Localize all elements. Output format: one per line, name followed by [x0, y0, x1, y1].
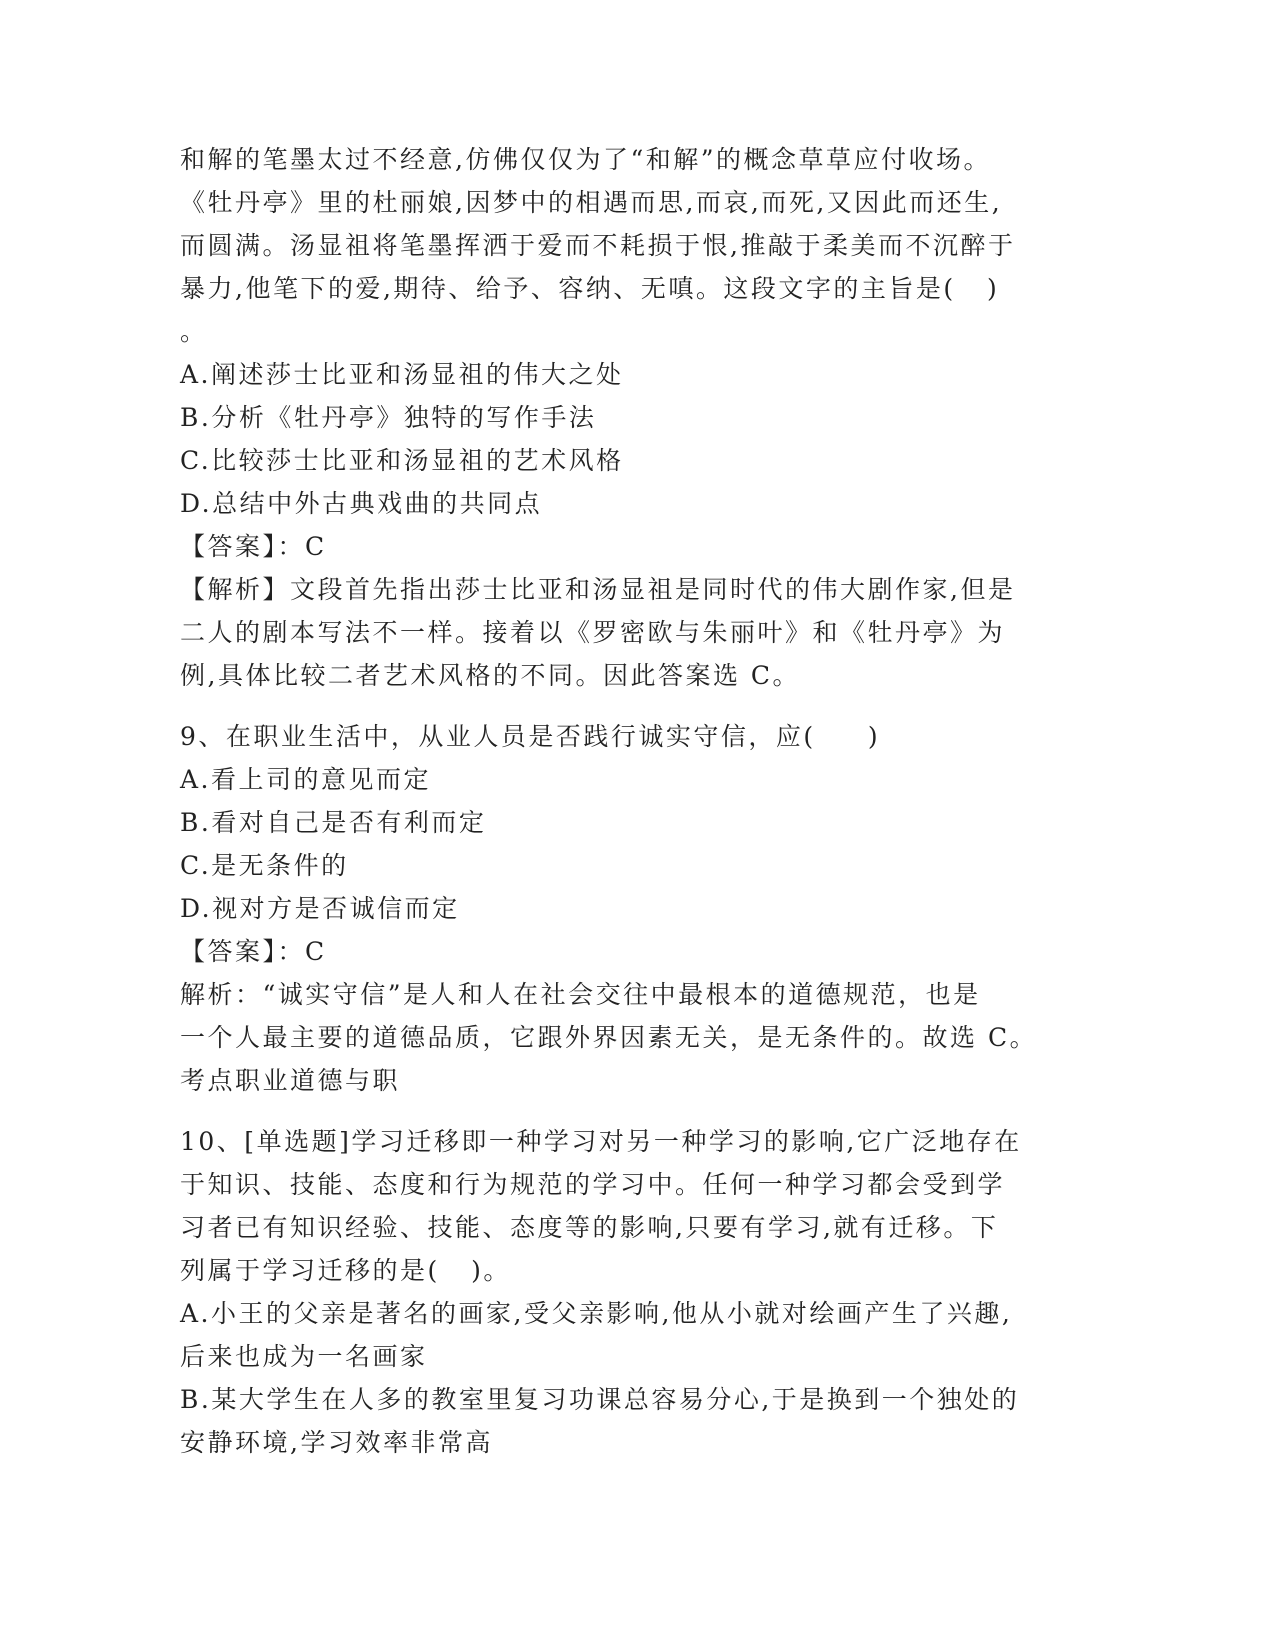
q8-option-c: C.比较莎士比亚和汤显祖的艺术风格	[180, 446, 624, 475]
q10-option-a-line-2: 后来也成为一名画家	[180, 1342, 428, 1371]
q10-option-b-line-2: 安静环境,学习效率非常高	[180, 1428, 493, 1457]
question-10	[180, 1120, 1040, 1464]
q8-analysis-line-3: 例,具体比较二者艺术风格的不同。因此答案选 C。	[180, 661, 801, 690]
q8-answer: 【答案】：C	[180, 532, 327, 561]
q8-stem-line-5: 。	[180, 317, 208, 346]
q8-stem-line-4: 暴力,他笔下的爱,期待、给予、容纳、无嗔。这段文字的主旨是( )	[180, 274, 1000, 303]
q10-stem-line-1: 10、[单选题]学习迁移即一种学习对另一种学习的影响,它广泛地存在	[180, 1127, 1022, 1156]
q10-option-b-line-1: B.某大学生在人多的教室里复习功课总容易分心,于是换到一个独处的	[180, 1385, 1020, 1414]
q8-analysis-line-2: 二人的剧本写法不一样。接着以《罗密欧与朱丽叶》和《牡丹亭》为	[180, 618, 1006, 647]
q8-option-a: A.阐述莎士比亚和汤显祖的伟大之处	[180, 360, 624, 389]
q9-stem: 9、在职业生活中，从业人员是否践行诚实守信，应( )	[180, 722, 881, 751]
question-8	[180, 138, 1040, 697]
q10-stem-line-4: 列属于学习迁移的是( )。	[180, 1256, 511, 1285]
q9-analysis-line-1: 解析：“诚实守信”是人和人在社会交往中最根本的道德规范，也是	[180, 980, 981, 1009]
question-9	[180, 715, 1040, 1102]
section-gap	[180, 697, 1040, 715]
q8-option-b: B.分析《牡丹亭》独特的写作手法	[180, 403, 597, 432]
q8-stem-line-1: 和解的笔墨太过不经意,仿佛仅仅为了“和解”的概念草草应付收场。	[180, 145, 992, 174]
q9-option-c: C.是无条件的	[180, 851, 349, 880]
q8-option-d: D.总结中外古典戏曲的共同点	[180, 489, 543, 518]
q9-analysis-line-3: 考点职业道德与职	[180, 1066, 401, 1095]
section-gap	[180, 1102, 1040, 1120]
q9-option-a: A.看上司的意见而定	[180, 765, 432, 794]
document-page	[180, 138, 1040, 1464]
q9-option-d: D.视对方是否诚信而定	[180, 894, 460, 923]
q8-stem-line-2: 《牡丹亭》里的杜丽娘,因梦中的相遇而思,而哀,而死,又因此而还生,	[180, 188, 1003, 217]
q8-analysis-line-1: 【解析】文段首先指出莎士比亚和汤显祖是同时代的伟大剧作家,但是	[180, 575, 1016, 604]
q10-stem-line-2: 于知识、技能、态度和行为规范的学习中。任何一种学习都会受到学	[180, 1170, 1006, 1199]
q10-option-a-line-1: A.小王的父亲是著名的画家,受父亲影响,他从小就对绘画产生了兴趣,	[180, 1299, 1013, 1328]
q9-analysis-line-2: 一个人最主要的道德品质，它跟外界因素无关，是无条件的。故选 C。	[180, 1023, 1038, 1052]
q10-stem-line-3: 习者已有知识经验、技能、态度等的影响,只要有学习,就有迁移。下	[180, 1213, 999, 1242]
q9-option-b: B.看对自己是否有利而定	[180, 808, 487, 837]
q8-stem-line-3: 而圆满。汤显祖将笔墨挥洒于爱而不耗损于恨,推敲于柔美而不沉醉于	[180, 231, 1016, 260]
q9-answer: 【答案】：C	[180, 937, 327, 966]
